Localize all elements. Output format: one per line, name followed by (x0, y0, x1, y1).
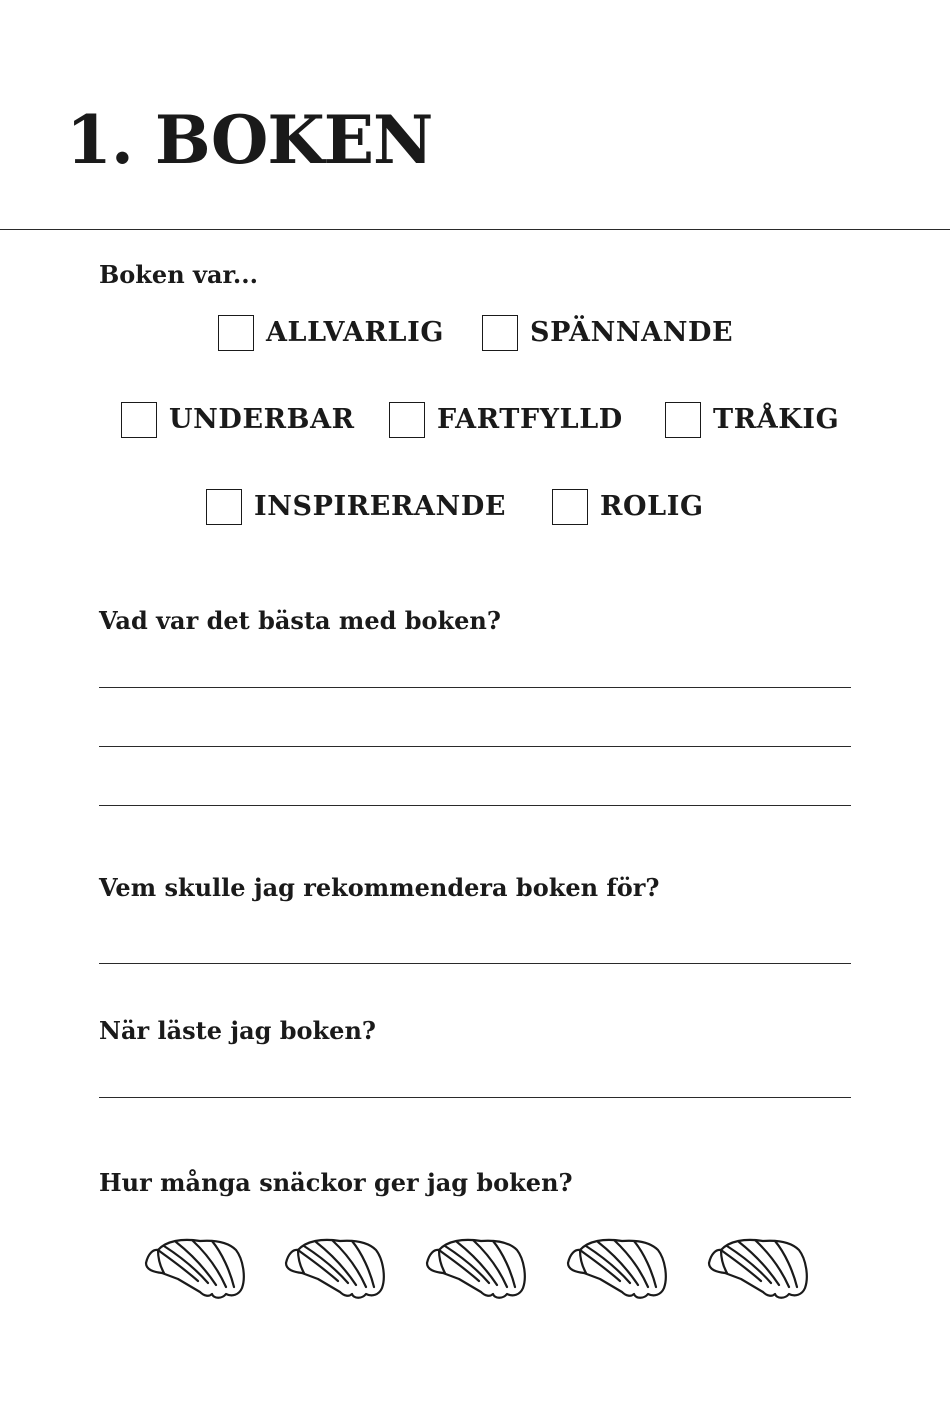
rating-shell-5[interactable] (705, 1237, 809, 1301)
mood-question: Boken var... (99, 260, 258, 289)
option-fartfylld[interactable] (389, 400, 623, 440)
checkbox[interactable] (218, 315, 254, 351)
option-label: TRÅKIG (713, 404, 840, 435)
rating-question: Hur många snäckor ger jag boken? (99, 1168, 573, 1197)
checkbox[interactable] (121, 402, 157, 438)
option-label: SPÄNNANDE (530, 317, 734, 348)
rating-shell-4[interactable] (564, 1237, 668, 1301)
seashell-icon (142, 1237, 246, 1301)
option-allvarlig[interactable] (218, 313, 444, 353)
checkbox[interactable] (482, 315, 518, 351)
answer-line[interactable] (99, 805, 851, 806)
option-rolig[interactable] (552, 487, 704, 527)
title-divider (0, 229, 950, 230)
checkbox[interactable] (389, 402, 425, 438)
recommend-question: Vem skulle jag rekommendera boken för? (99, 873, 660, 902)
option-spannande[interactable] (482, 313, 733, 353)
page-title: 1. BOKEN (66, 101, 433, 179)
rating-shell-3[interactable] (423, 1237, 527, 1301)
checkbox[interactable] (552, 489, 588, 525)
option-label: FARTFYLLD (437, 404, 623, 435)
when-question: När läste jag boken? (99, 1016, 376, 1045)
option-inspirerande[interactable] (206, 487, 506, 527)
answer-line[interactable] (99, 746, 851, 747)
option-underbar[interactable] (121, 400, 355, 440)
option-label: INSPIRERANDE (254, 491, 507, 522)
answer-line[interactable] (99, 687, 851, 688)
checkbox[interactable] (206, 489, 242, 525)
seashell-icon (423, 1237, 527, 1301)
rating-shell-2[interactable] (282, 1237, 386, 1301)
seashell-icon (705, 1237, 809, 1301)
best-question: Vad var det bästa med boken? (99, 606, 501, 635)
answer-line[interactable] (99, 1097, 851, 1098)
checkbox[interactable] (665, 402, 701, 438)
rating-shell-1[interactable] (142, 1237, 246, 1301)
seashell-icon (282, 1237, 386, 1301)
answer-line[interactable] (99, 963, 851, 964)
option-label: ALLVARLIG (266, 317, 445, 348)
option-label: UNDERBAR (169, 404, 355, 435)
option-label: ROLIG (600, 491, 704, 522)
option-trakig[interactable] (665, 400, 839, 440)
seashell-icon (564, 1237, 668, 1301)
